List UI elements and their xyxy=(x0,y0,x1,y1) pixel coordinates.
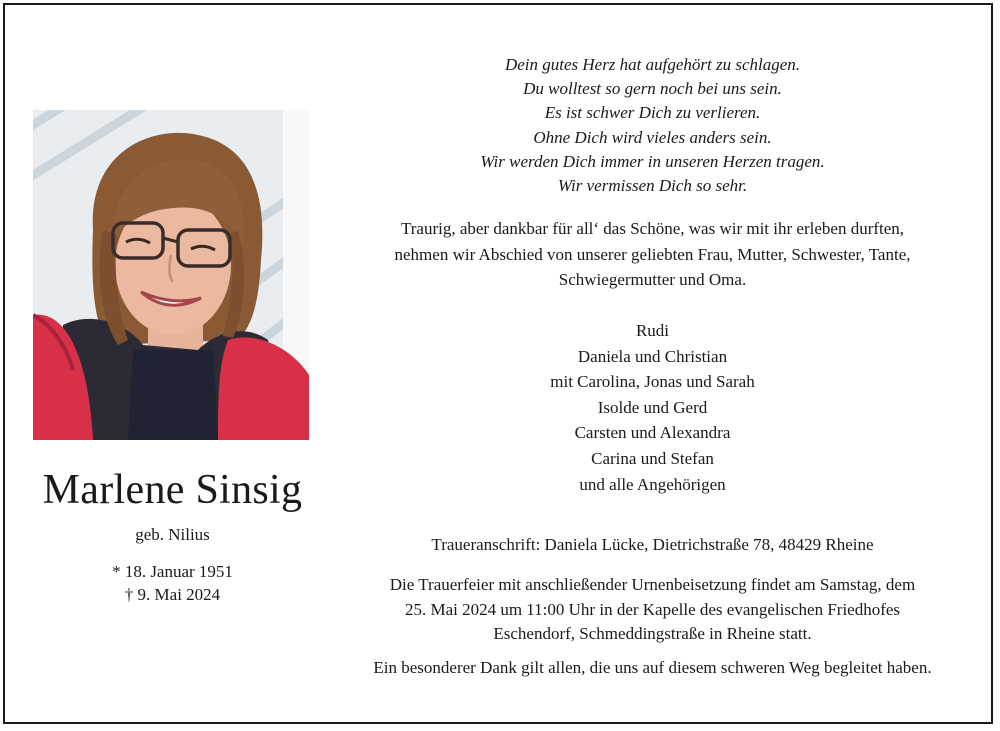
family-list xyxy=(330,318,975,497)
birth-date: * 18. Januar 1951 xyxy=(112,562,233,581)
poem-line: Dein gutes Herz hat aufgehört zu schlagen. xyxy=(504,55,801,74)
farewell-line: Schwiegermutter und Oma. xyxy=(558,270,747,290)
family-member: Carina und Stefan xyxy=(591,448,714,468)
family-member: Rudi xyxy=(635,321,670,340)
death-date: † 9. Mai 2024 xyxy=(124,585,221,604)
poem-line: Es ist schwer Dich zu verlieren. xyxy=(544,103,761,123)
family-member: Isolde und Gerd xyxy=(597,397,708,417)
mourning-address xyxy=(330,532,975,558)
poem-line: Ohne Dich wird vieles anders sein. xyxy=(533,127,772,147)
poem xyxy=(330,53,975,198)
birth-name: geb. Nilius xyxy=(135,525,210,544)
family-member: und alle Angehörigen xyxy=(579,474,726,494)
ceremony-line: 25. Mai 2024 um 11:00 Uhr in der Kapelle des evangelischen Friedhofes xyxy=(404,599,901,619)
ceremony-info xyxy=(330,573,975,647)
family-member: Carsten und Alexandra xyxy=(574,423,731,443)
portrait-photo xyxy=(33,110,309,440)
ceremony-line: Eschendorf, Schmeddingstraße in Rheine statt. xyxy=(493,624,812,643)
deceased-name: Marlene Sinsig xyxy=(42,467,303,513)
farewell-text xyxy=(330,216,975,293)
farewell-line: nehmen wir Abschied von unserer geliebten Frau, Mutter, Schwester, Tante, xyxy=(394,244,911,264)
poem-line: Wir werden Dich immer in unseren Herzen tragen. xyxy=(480,151,825,171)
ceremony-line: Die Trauerfeier mit anschließender Urnenbeisetzung findet am Samstag, dem xyxy=(389,575,916,594)
thanks-line: Ein besonderer Dank gilt allen, die uns auf diesem schweren Weg begleitet haben. xyxy=(373,658,932,677)
family-member: mit Carolina, Jonas und Sarah xyxy=(550,372,755,392)
poem-line: Wir vermissen Dich so sehr. xyxy=(557,176,748,196)
address-line: Traueranschrift: Daniela Lücke, Dietrichstraße 78, 48429 Rheine xyxy=(431,535,874,554)
poem-line: Du wolltest so gern noch bei uns sein. xyxy=(523,79,782,99)
farewell-line: Traurig, aber dankbar für all‘ das Schöne, was wir mit ihr erleben durften, xyxy=(400,219,905,238)
thanks-note xyxy=(330,655,975,681)
family-member: Daniela und Christian xyxy=(577,346,728,366)
